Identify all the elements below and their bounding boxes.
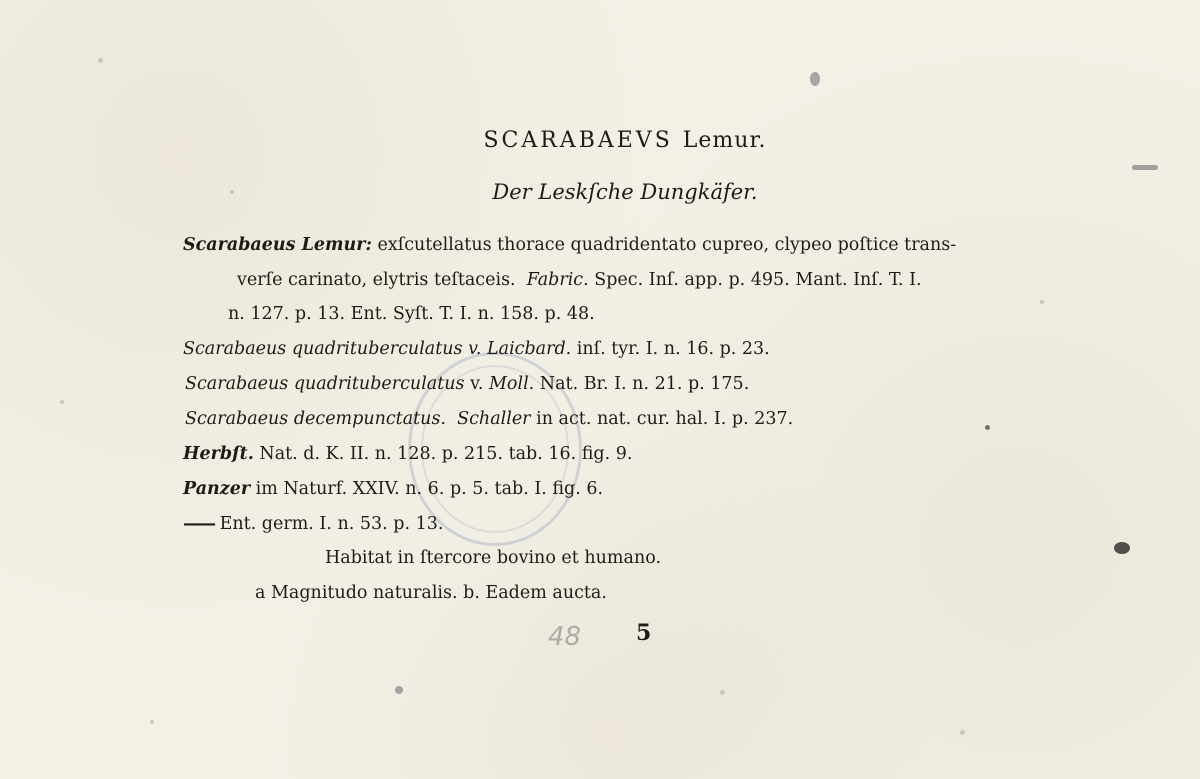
pencil-annotation: 48 (548, 622, 582, 652)
title-genus: SCARABAEVS (483, 128, 673, 153)
paper-fleck (60, 400, 64, 404)
entry-line-5: Scarabaeus quadrituberculatus v. Moll. Nat. Br. I. n. 21. p. 175. (185, 374, 750, 394)
paper-fleck (98, 58, 103, 63)
magnitude-line: a Magnitudo naturalis. b. Eadem aucta. (255, 583, 607, 603)
entry-line-1: Scarabaeus Lemur: exſcutellatus thorace quadridentato cupreo, clypeo poſtice trans- (183, 235, 957, 255)
paper-fleck (1040, 300, 1044, 304)
paper-fleck (960, 730, 965, 735)
entry-line-7: Herbſt. Nat. d. K. II. n. 128. p. 215. tab. 16. fig. 9. (183, 444, 633, 464)
entry-line-4: Scarabaeus quadrituberculatus v. Laicbard. inſ. tyr. I. n. 16. p. 23. (183, 339, 770, 359)
paper-fleck (1132, 165, 1158, 170)
page-subtitle: Der Leskſche Dungkäfer. (492, 180, 758, 204)
paper-fleck (1114, 542, 1130, 554)
paper-fleck (720, 690, 725, 695)
entry-line-8: Panzer im Naturf. XXIV. n. 6. p. 5. tab. I. fig. 6. (183, 479, 604, 499)
paper-fleck (810, 72, 820, 86)
paper-fleck (395, 686, 403, 694)
entry-line-6: Scarabaeus decempunctatus. Schaller in act. nat. cur. hal. I. p. 237. (185, 409, 794, 429)
title-species: Lemur. (682, 128, 767, 153)
plate-number: 5 (636, 620, 652, 646)
paper-fleck (985, 425, 990, 430)
page-title (0, 128, 1200, 153)
entry-line-9: —— Ent. germ. I. n. 53. p. 13. (183, 514, 444, 534)
entry-line-3: n. 127. p. 13. Ent. Syſt. T. I. n. 158. p. 48. (228, 304, 595, 324)
paper-fleck (150, 720, 154, 724)
entry-line-2: verſe carinato, elytris teſtaceis. Fabric. Spec. Inſ. app. p. 495. Mant. Inſ. T. I. (237, 270, 922, 290)
habitat-line: Habitat in ſtercore bovino et humano. (325, 548, 662, 568)
